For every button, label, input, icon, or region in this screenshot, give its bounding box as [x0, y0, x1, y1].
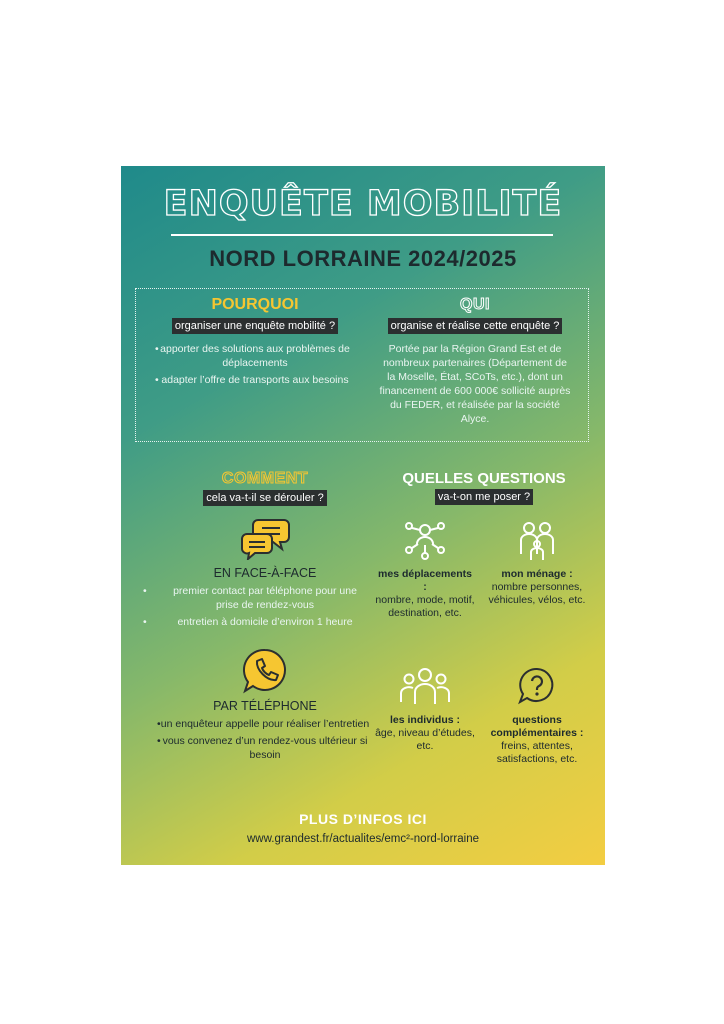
- pourquoi-heading: POURQUOI: [211, 296, 299, 313]
- question-label: les individus :: [389, 714, 460, 726]
- questions-heading: QUELLES QUESTIONS: [402, 470, 566, 487]
- list-item: • apporter des solutions aux problèmes de déplacements: [157, 342, 353, 370]
- footer-url[interactable]: www.grandest.fr/actualites/emc²-nord-lorraine: [246, 833, 479, 845]
- list-item: • premier contact par téléphone pour une prise de rendez-vous: [145, 584, 385, 612]
- qui-text: Portée par la Région Grand Est et de nombreux partenaires (Département de la Moselle, État, SCoTs, etc.), dont un financement de 600 000€ sollicité auprès du FEDER, et réalisée par la société Alyce.: [379, 343, 571, 425]
- tel-title: PAR TÉLÉPHONE: [213, 699, 317, 713]
- list-item: • adapter l’offre de transports aux besoins: [157, 373, 353, 387]
- pourquoi-section: [145, 298, 365, 390]
- question-item-deplacements: [375, 520, 475, 620]
- question-text: freins, attentes, satisfactions, etc.: [496, 740, 578, 765]
- footer-heading: PLUS D’INFOS ICI: [299, 811, 427, 827]
- question-text: âge, niveau d’études, etc.: [375, 727, 475, 752]
- questions-section: [377, 472, 591, 505]
- comment-section: [145, 472, 385, 765]
- tel-list: [145, 717, 385, 762]
- phone-icon: [241, 647, 289, 695]
- question-bubble-icon: [517, 666, 557, 706]
- questions-tag: va-t-on me poser ?: [435, 489, 533, 505]
- list-item: • vous convenez d’un rendez-vous ultérieur si besoin: [159, 734, 371, 762]
- household-icon: [517, 520, 557, 562]
- qui-heading: QUI: [460, 296, 490, 313]
- chat-bubbles-icon: [240, 516, 290, 560]
- network-person-icon: [403, 520, 447, 562]
- question-label: questions complémentaires :: [490, 714, 584, 739]
- face-title: EN FACE-À-FACE: [213, 566, 317, 580]
- group-icon: [398, 666, 452, 706]
- face-list: [145, 584, 385, 629]
- title: ENQUÊTE MOBILITÉ: [163, 184, 563, 224]
- question-item-individus: [375, 666, 475, 753]
- comment-heading: COMMENT: [221, 470, 309, 487]
- comment-tag: cela va-t-il se dérouler ?: [203, 490, 326, 506]
- qui-tag: organise et réalise cette enquête ?: [388, 318, 563, 334]
- question-item-menage: [487, 520, 587, 607]
- question-item-complementaires: [487, 666, 587, 766]
- list-item: • un enquêteur appelle pour réaliser l’entretien: [159, 717, 371, 731]
- list-item: • entretien à domicile d’environ 1 heure: [145, 615, 385, 629]
- qui-section: [375, 298, 575, 426]
- question-text: nombre, mode, motif, destination, etc.: [375, 594, 475, 619]
- pourquoi-list: [145, 342, 365, 387]
- question-text: nombre personnes, véhicules, vélos, etc.: [488, 581, 586, 606]
- title-divider: [171, 234, 553, 236]
- question-label: mon ménage :: [501, 568, 573, 580]
- pourquoi-tag: organiser une enquête mobilité ?: [172, 318, 338, 334]
- flyer: [121, 166, 605, 865]
- subtitle: NORD LORRAINE 2024/2025: [209, 246, 517, 271]
- question-label: mes déplacements :: [378, 568, 472, 593]
